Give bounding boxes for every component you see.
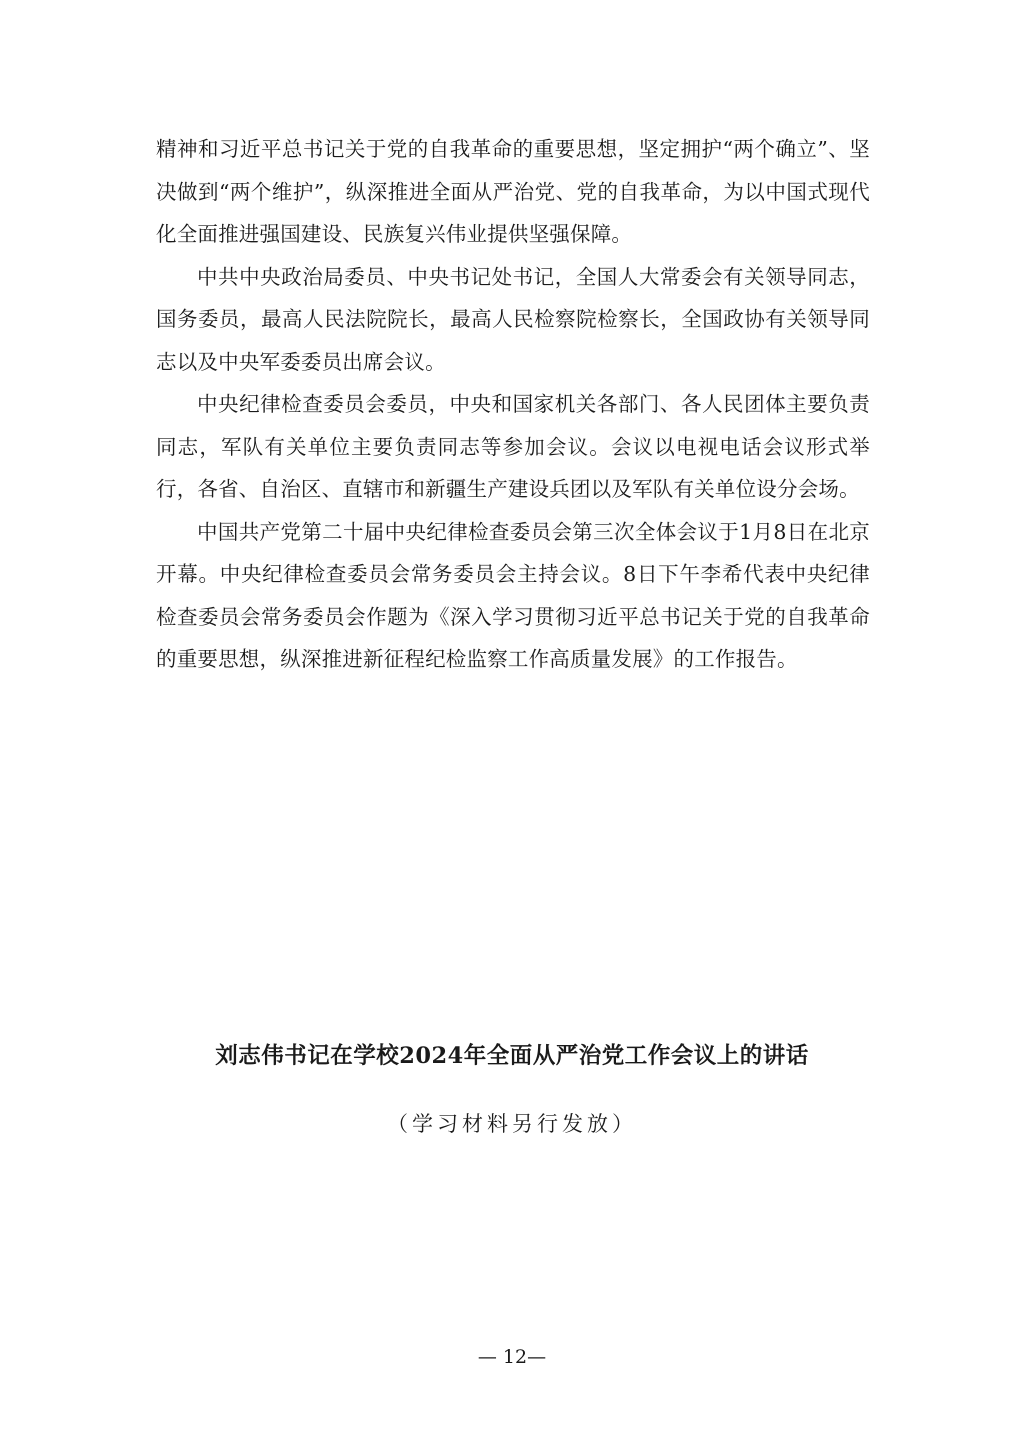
body-text: [156, 128, 870, 681]
paragraph-participants: 中央纪律检查委员会委员，中央和国家机关各部门、各人民团体主要负责同志，军队有关单位主要负责同志等参加会议。会议以电视电话会议形式举行，各省、自治区、直辖市和新疆生产建设兵团以及军队有关单位设分会场。: [156, 392, 870, 501]
paragraph-continued: 精神和习近平总书记关于党的自我革命的重要思想，坚定拥护“两个确立”、坚决做到“两个维护”，纵深推进全面从严治党、党的自我革命，为以中国式现代化全面推进强国建设、民族复兴伟业提供坚强保障。: [156, 137, 870, 246]
paragraph-plenary: 中国共产党第二十届中央纪律检查委员会第三次全体会议于1月8日在北京开幕。中央纪律检查委员会常务委员会主持会议。8日下午李希代表中央纪律检查委员会常务委员会作题为《深入学习贯彻习近平总书记关于党的自我革命的重要思想，纵深推进新征程纪检监察工作高质量发展》的工作报告。: [156, 519, 870, 671]
section-note: （学习材料另行发放）: [387, 1112, 637, 1136]
paragraph-attendees: 中共中央政治局委员、中央书记处书记，全国人大常委会有关领导同志，国务委员，最高人民法院院长，最高人民检察院检察长，全国政协有关领导同志以及中央军委委员出席会议。: [156, 264, 870, 374]
page-number: — 12—: [477, 1346, 547, 1368]
section-title: 刘志伟书记在学校2024年全面从严治党工作会议上的讲话: [215, 1043, 809, 1069]
